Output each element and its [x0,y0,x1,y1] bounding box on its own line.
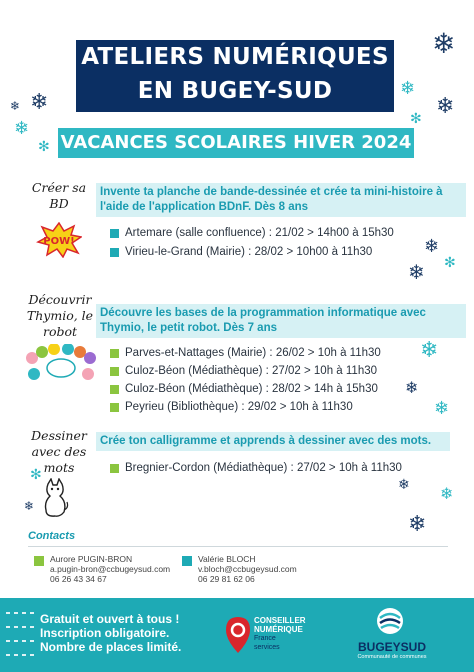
snowflake-icon: ❄ [408,512,427,537]
workshop-label-line: Découvrir [28,292,92,307]
contact-email[interactable]: v.bloch@ccbugeysud.com [198,564,297,574]
snowflake-icon: ❄ [398,477,410,493]
calligram-cat-illustration [40,478,70,518]
pow-text: POW! [43,236,75,247]
bullet-square-icon [110,403,119,412]
session-text: Artemare (salle confluence) : 21/02 > 14h00 à 15h30 [125,227,394,239]
session-item [110,400,353,414]
page-title-line2: EN BUGEY-SUD [137,78,333,104]
contact-card [198,554,297,584]
snowflake-icon: ❄ [436,94,455,119]
contact-bullet-icon [182,556,192,566]
workshop-label [20,428,98,476]
footer-line: Inscription obligatoire. [40,626,170,640]
logo-text: services [254,644,280,651]
contact-card [50,554,170,584]
workshop-label-line: Thymio, le [26,308,94,323]
logo-text: France [254,635,276,642]
session-item [110,346,381,360]
thymio-kids-illustration [22,344,100,384]
workshop-description: Crée ton calligramme et apprends à dessiner avec des mots. [96,432,450,451]
snowflake-icon: ✻ [410,111,422,127]
divider [28,546,448,547]
brand-tagline: Communauté de communes [357,654,427,660]
footer-line: Gratuit et ouvert à tous ! [40,612,180,626]
session-text: Culoz-Béon (Médiathèque) : 27/02 > 10h à 11h30 [125,365,378,377]
snowflake-icon: ❄ [14,118,30,139]
session-item [110,364,377,378]
session-item [110,382,378,396]
conseiller-numerique-logo [224,616,252,654]
workshop-label-line: Créer sa [31,180,87,195]
contact-phone: 06 26 43 34 67 [50,574,107,584]
workshop-description: Invente ta planche de bande-dessinée et crée ta mini-histoire à l'aide de l'application BDnF. Dès 8 ans [96,183,466,217]
session-text: Bregnier-Cordon (Médiathèque) : 27/02 > 10h à 11h30 [125,462,402,474]
workshop-label-line: avec des [31,444,87,459]
snowflake-icon: ❄ [30,90,49,115]
dot-pattern-icon [4,608,38,664]
bullet-square-icon [110,385,119,394]
bullet-square-icon [110,248,119,257]
session-item [110,226,394,240]
snowflake-icon: ❄ [434,398,450,419]
bullet-square-icon [110,349,119,358]
session-text: Culoz-Béon (Médiathèque) : 28/02 > 14h à 15h30 [125,383,378,395]
contact-bullet-icon [34,556,44,566]
snowflake-icon: ❄ [432,27,456,60]
snowflake-icon: ✻ [444,255,456,271]
bugeysud-logo [376,606,404,636]
snowflake-icon: ✻ [38,139,50,155]
snowflake-icon: ❄ [405,378,419,397]
page-title-line1: ATELIERS NUMÉRIQUES [81,44,389,70]
logo-text: NUMÉRIQUE [254,625,303,634]
footer-band [0,598,474,672]
workshop-description: Découvre les bases de la programmation informatique avec Thymio, le petit robot. Dès 7 ans [96,304,466,338]
contact-email[interactable]: a.pugin-bron@ccbugeysud.com [50,564,171,574]
snowflake-icon: ❄ [10,99,21,113]
snowflake-icon: ❄ [400,78,416,99]
bullet-square-icon [110,367,119,376]
contact-name: Valérie BLOCH [198,554,256,564]
session-item [110,245,372,259]
session-item [110,461,402,475]
workshop-label [22,180,96,212]
session-text: Peyrieu (Bibliothèque) : 29/02 > 10h à 11h30 [125,401,353,413]
workshop-label-line: BD [49,196,69,211]
conseiller-numerique-text [254,616,306,652]
page-subtitle: VACANCES SCOLAIRES HIVER 2024 [58,128,414,158]
contact-phone: 06 29 81 62 06 [198,574,255,584]
footer-line: Nombre de places limité. [40,640,182,654]
snowflake-icon: ❄ [408,260,425,284]
session-text: Virieu-le-Grand (Mairie) : 28/02 > 10h00 à 11h30 [125,246,373,258]
snowflake-icon: ✻ [30,467,42,483]
snowflake-icon: ❄ [420,338,439,363]
logo-text: CONSEILLER [254,616,306,625]
comic-pow-illustration [36,222,82,258]
footer-info [40,612,181,654]
snowflake-icon: ❄ [424,236,440,257]
snowflake-icon: ❄ [440,484,454,503]
bullet-square-icon [110,464,119,473]
workshop-label [20,292,100,340]
bullet-square-icon [110,229,119,238]
brand-name: BUGEYSUD [357,640,426,654]
title-banner [76,40,394,112]
workshop-label-line: Dessiner [31,428,87,443]
workshop-label-line: mots [43,460,75,475]
session-text: Parves-et-Nattages (Mairie) : 26/02 > 10h à 11h30 [125,347,381,359]
contacts-heading: Contacts [28,530,76,542]
workshop-label-line: robot [42,324,78,339]
snowflake-icon: ❄ [24,499,35,513]
contact-name: Aurore PUGIN-BRON [50,554,133,564]
